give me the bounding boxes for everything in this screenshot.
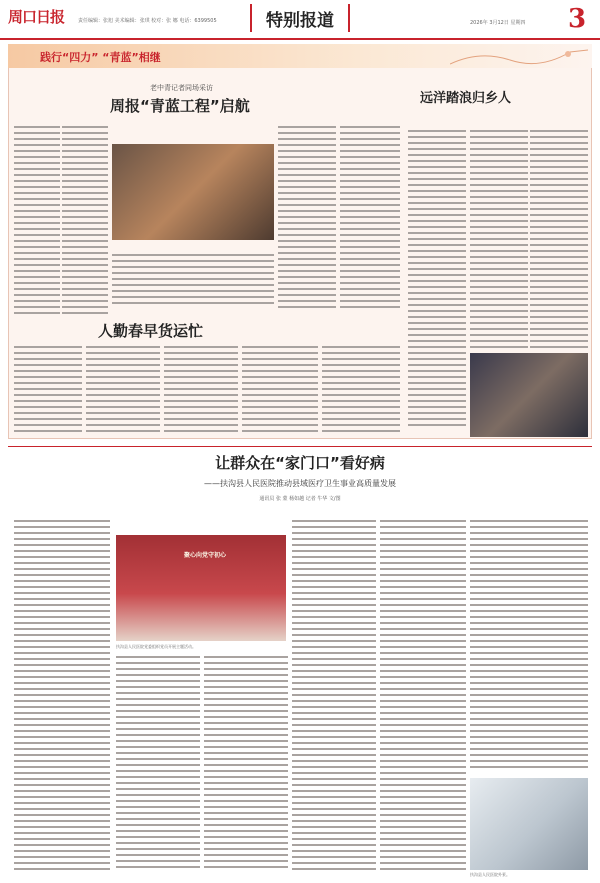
article-column	[292, 520, 376, 872]
page-number: 3	[568, 4, 587, 34]
article-column	[470, 130, 528, 348]
newspaper-logo: 周口日报	[8, 8, 65, 26]
article-photo	[112, 144, 274, 240]
article-column	[408, 130, 466, 430]
article-column	[14, 126, 60, 314]
masthead	[0, 0, 600, 40]
banner-tag: 践行“四力” “青蓝”相继	[40, 51, 161, 64]
main-subhead: ——扶沟县人民医院推动县域医疗卫生事业高质量发展	[204, 479, 396, 488]
article-column	[530, 130, 588, 348]
article-headline-3: 远洋踏浪归乡人	[420, 91, 512, 106]
article-column	[278, 126, 336, 308]
photo-caption-2: 扶沟县人民医院外景。	[470, 872, 510, 877]
article-column	[470, 520, 588, 772]
section-title: 特别报道	[266, 11, 334, 31]
article-column	[204, 656, 288, 872]
hospital-photo	[470, 778, 588, 870]
main-headline: 让群众在“家门口”看好病	[215, 454, 385, 472]
article-column	[14, 520, 110, 872]
article-kicker: 老中青记者同场采访	[150, 84, 213, 92]
article-column	[164, 346, 238, 434]
article-headline-2: 人勤春早货运忙	[98, 322, 204, 340]
article-column	[322, 346, 400, 434]
article-column	[242, 346, 318, 434]
article-column	[380, 520, 466, 872]
issue-date: 2026年 3月12日 星期四	[470, 20, 526, 26]
article-column	[62, 126, 108, 314]
article-column	[116, 656, 200, 872]
section-bar-right	[348, 4, 350, 32]
article-column	[112, 254, 274, 308]
banner-decoration-icon	[450, 46, 588, 66]
editor-info: 责任编辑：张旭 美术编辑：张琪 校对：张 娜 电话：6399505	[78, 18, 217, 24]
article-column	[86, 346, 160, 434]
photo-caption: 扶沟县人民医院党委组织党员开展主题活动。	[116, 644, 196, 649]
photo-banner-text: 聚心向党守初心	[183, 552, 226, 559]
article-photo-portrait	[470, 353, 588, 437]
section-divider	[8, 446, 592, 447]
article-column	[340, 126, 400, 308]
article-headline: 周报“青蓝工程”启航	[110, 97, 250, 115]
main-byline: 通讯员 张 蒙 杨如越 记者 牛华 文/图	[259, 496, 341, 502]
article-column	[14, 346, 82, 434]
